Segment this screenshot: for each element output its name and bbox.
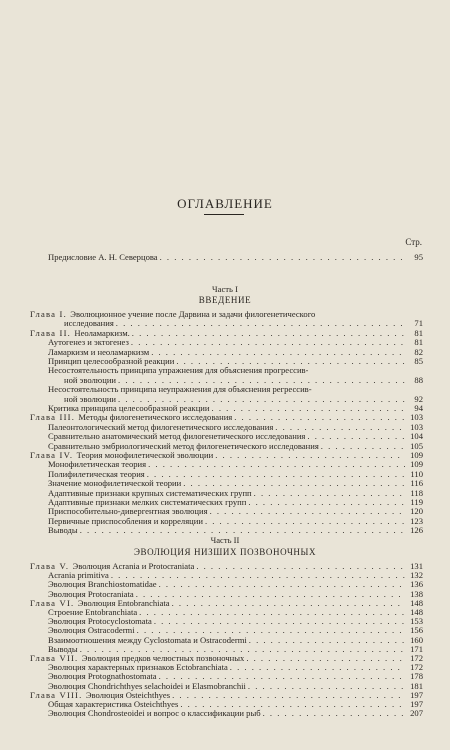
toc-page-number: 120 xyxy=(410,506,423,517)
part1-name: ВВЕДЕНИЕ xyxy=(198,295,252,305)
entry-title: Первичные приспособления и корреляции xyxy=(48,515,203,526)
toc-page-number: 119 xyxy=(410,497,423,507)
toc-page-number: 156 xyxy=(410,625,423,636)
chapter-label: Глава VI. xyxy=(30,597,78,608)
title-rule xyxy=(204,214,244,215)
entry-title: Сравнительно анатомический метод филогенетического исследования xyxy=(48,431,306,442)
toc-page-number: 197 xyxy=(410,699,423,709)
toc-page-number: 181 xyxy=(410,680,423,691)
entry-title: Эволюция Branchiostomatidae xyxy=(48,579,157,590)
toc-page-number: 103 xyxy=(410,421,423,432)
toc-page-number: 81 xyxy=(414,337,423,348)
toc-page-number: 105 xyxy=(410,440,423,451)
toc-page-number: 131 xyxy=(410,561,423,571)
entry-title: Эволюция Acrania и Protocraniata xyxy=(72,561,195,571)
entry-title: Неоламаркизм. xyxy=(74,327,130,338)
entry-title: Взаимоотношения между Cyclostomata и Ostracodermi xyxy=(48,634,247,645)
dot-leader xyxy=(160,252,405,263)
entry-title: Эволюция предков челюстных позвоночных xyxy=(81,653,245,663)
entry-title: Acrania primitiva xyxy=(48,570,109,581)
entry-title: Адаптивные признаки крупных систематических групп xyxy=(48,487,252,498)
entry-title: Эволюция Chondrichthyes selachoidei и Elasmobranchii xyxy=(48,680,246,691)
toc-page-number: 116 xyxy=(410,478,423,489)
toc-page-number: 172 xyxy=(410,653,423,663)
toc-page-number: 123 xyxy=(410,515,423,526)
entry-title: Эволюция Chondrosteoidei и вопрос о классификации рыб xyxy=(48,708,261,719)
toc-page-number: 109 xyxy=(410,450,423,460)
entry-title: Строение Entobranchiata xyxy=(48,607,138,617)
toc-page-number: 88 xyxy=(414,374,423,385)
toc-page-number: 178 xyxy=(410,671,423,682)
toc-page-number: 92 xyxy=(414,393,423,404)
toc-page-number: 126 xyxy=(410,525,423,536)
toc-page-number: 148 xyxy=(410,607,423,617)
toc-page-number: 207 xyxy=(410,708,423,719)
entry-title: Эволюция Protocyclostomata xyxy=(48,616,152,627)
preface-page: 95 xyxy=(414,252,423,262)
chapter-label: Глава III. xyxy=(30,412,79,423)
page-title: ОГЛАВЛЕНИЕ xyxy=(177,196,273,211)
toc-page-number: 82 xyxy=(414,346,423,357)
entry-title: Методы филогенетического исследования xyxy=(78,412,233,423)
entry-title: Аутогенез и эктогенез xyxy=(48,337,129,348)
entry-title: ной эволюции xyxy=(64,374,117,385)
entry-title: Критика принципа целесообразной реакции xyxy=(48,403,210,413)
toc-page-number: 85 xyxy=(414,356,423,366)
entry-title: Несостоятельность принципа упражнения для объяснения прогрессив- xyxy=(48,365,309,376)
entry-title: Эволюционное учение после Дарвина и задачи филогенетического xyxy=(70,309,316,319)
entry-title: Общая характеристика Osteichthyes xyxy=(48,699,179,709)
toc-page-number: 103 xyxy=(410,412,423,423)
entry-title: Эволюция характерных признаков Ectobranchiata xyxy=(48,662,228,673)
toc-entry xyxy=(48,708,423,719)
toc-page-number: 171 xyxy=(410,643,423,654)
entry-title: Теория монофилетической эволюции xyxy=(76,450,214,460)
chapter-label: Глава VIII. xyxy=(30,689,86,700)
toc-page-number: 104 xyxy=(410,431,423,442)
entry-title: Принцип целесообразной реакции xyxy=(48,356,175,366)
chapter-label: Глава IV. xyxy=(30,450,77,460)
dot-leader xyxy=(263,708,405,719)
toc-page-number: 109 xyxy=(410,459,423,470)
preface-entry xyxy=(48,252,423,263)
entry-title: Приспособительно-дивергентная эволюция xyxy=(48,506,208,517)
toc-entry-text xyxy=(48,708,261,719)
entry-title: Выводы xyxy=(48,643,78,654)
entry-title: исследования xyxy=(64,318,114,329)
entry-title: Несостоятельность принципа неупражнения для объяснения регрессив- xyxy=(48,384,312,395)
toc-page-number: 153 xyxy=(410,616,423,627)
part2-label: Часть II xyxy=(210,535,240,545)
entry-title: Эволюция Entobranchiata xyxy=(77,597,170,608)
entry-title: Значение монофилетической теории xyxy=(48,478,182,489)
entry-title: Сравнительно эмбриологический метод филогенетического исследования xyxy=(48,440,319,451)
chapter-label: Глава I. xyxy=(30,309,71,319)
toc-page-number: 110 xyxy=(410,468,423,479)
toc-page-number: 197 xyxy=(410,689,423,700)
toc-page-number: 172 xyxy=(410,662,423,673)
entry-title: Эволюция Protognathostomata xyxy=(48,671,157,682)
chapter-label: Глава VII. xyxy=(30,653,82,663)
toc-page-number: 132 xyxy=(410,570,423,581)
part1-label: Часть I xyxy=(212,284,238,294)
entry-title: Эволюция Osteichthyes xyxy=(85,689,171,700)
toc-page-number: 81 xyxy=(414,327,423,338)
part2-name: ЭВОЛЮЦИЯ НИЗШИХ ПОЗВОНОЧНЫХ xyxy=(133,547,317,557)
chapter-label: Глава V. xyxy=(30,561,73,571)
entry-title: Монофилетическая теория xyxy=(48,459,147,470)
preface-text: Предисловие А. Н. Северцова xyxy=(48,252,158,262)
entry-title: Полифилетическая теория xyxy=(48,468,145,479)
toc-page-number: 71 xyxy=(414,318,423,329)
entry-title: Эволюция Protocraniata xyxy=(48,588,134,599)
chapter-label: Глава II. xyxy=(30,327,75,338)
toc-page-number: 148 xyxy=(410,597,423,608)
entry-title: Ламаркизм и неоламаркизм xyxy=(48,346,150,357)
toc-page-number: 160 xyxy=(410,634,423,645)
entry-title: Адаптивные признаки мелких систематических групп xyxy=(48,497,247,507)
entry-title: ной эволюции xyxy=(64,393,117,404)
entry-title: Эволюция Ostracodermi xyxy=(48,625,135,636)
toc-page-number: 118 xyxy=(410,487,423,498)
entry-title: Палеонтологический метод филогенетического исследования xyxy=(48,421,274,432)
toc-page-number: 138 xyxy=(410,588,423,599)
page-column-label: Стр. xyxy=(405,237,422,247)
toc-page-number: 94 xyxy=(414,403,423,413)
toc-page-number: 136 xyxy=(410,579,423,590)
entry-title: Выводы xyxy=(48,525,78,536)
